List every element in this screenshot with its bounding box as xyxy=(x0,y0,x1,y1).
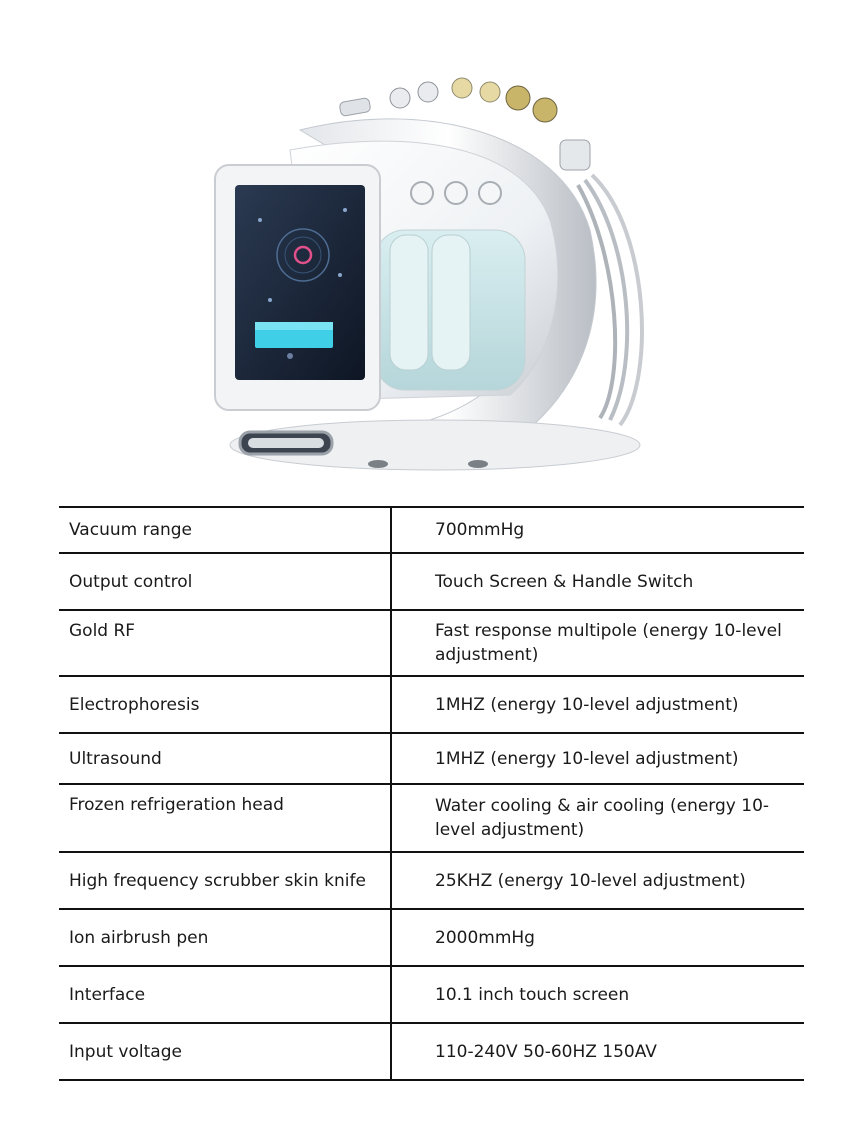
spec-value: 10.1 inch touch screen xyxy=(391,966,804,1023)
table-row xyxy=(59,909,804,966)
spec-label: Ultrasound xyxy=(59,733,391,784)
spec-label: Vacuum range xyxy=(59,507,391,553)
spec-value: Fast response multipole (energy 10-level adjustment) xyxy=(391,610,804,676)
spec-value: 1MHZ (energy 10-level adjustment) xyxy=(391,676,804,733)
spec-value: 700mmHg xyxy=(391,507,804,553)
table-row xyxy=(59,784,804,852)
spec-value: 2000mmHg xyxy=(391,909,804,966)
knob-icon xyxy=(411,182,433,204)
spec-table xyxy=(59,506,804,1081)
spec-label: Ion airbrush pen xyxy=(59,909,391,966)
spec-label: Input voltage xyxy=(59,1023,391,1080)
spec-value: 1MHZ (energy 10-level adjustment) xyxy=(391,733,804,784)
bottle xyxy=(432,235,470,370)
table-row xyxy=(59,610,804,676)
spec-label: Frozen refrigeration head xyxy=(59,784,391,852)
cable xyxy=(592,175,642,425)
table-row xyxy=(59,553,804,610)
spec-value: Touch Screen & Handle Switch xyxy=(391,553,804,610)
spec-label: Gold RF xyxy=(59,610,391,676)
hydrafacial-machine-image xyxy=(200,60,670,480)
spec-value: Water cooling & air cooling (energy 10-level adjustment) xyxy=(391,784,804,852)
spec-value: 110-240V 50-60HZ 150AV xyxy=(391,1023,804,1080)
spec-value: 25KHZ (energy 10-level adjustment) xyxy=(391,852,804,909)
table-row xyxy=(59,676,804,733)
spec-label: Interface xyxy=(59,966,391,1023)
table-row xyxy=(59,507,804,553)
spec-label: Output control xyxy=(59,553,391,610)
table-row xyxy=(59,1023,804,1080)
knob-icon xyxy=(445,182,467,204)
table-row xyxy=(59,852,804,909)
bottle xyxy=(390,235,428,370)
knob-icon xyxy=(479,182,501,204)
touch-screen xyxy=(235,185,365,380)
table-row xyxy=(59,966,804,1023)
table-row xyxy=(59,733,804,784)
spec-label: High frequency scrubber skin knife xyxy=(59,852,391,909)
spec-label: Electrophoresis xyxy=(59,676,391,733)
